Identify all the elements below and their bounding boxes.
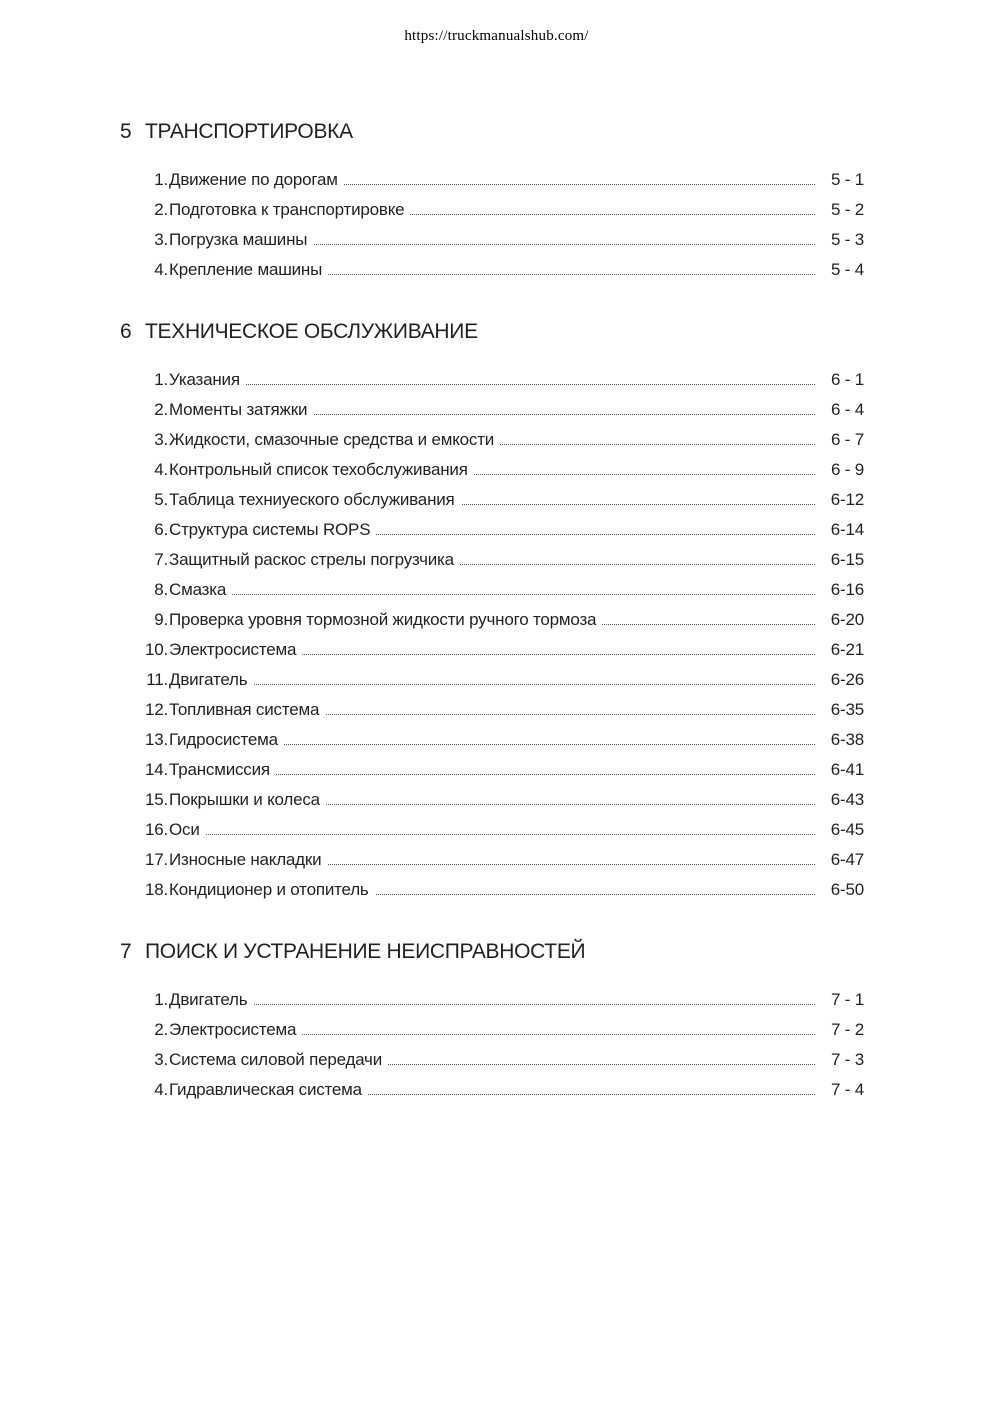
entry-page-number: 6-41 [830,760,864,779]
entry-page-number: 6-12 [830,490,864,509]
entry-page-number: 6-45 [830,820,864,839]
entry-page-number: 6 - 4 [830,400,864,419]
entry-page-number: 6-35 [830,700,864,719]
toc-entry[interactable] [120,1015,870,1045]
entry-number: 12. [144,700,168,719]
dot-leader [169,594,815,595]
entry-title: Оси [169,815,206,845]
entry-number: 4. [154,460,168,479]
entry-page-number: 6-15 [830,550,864,569]
section-number: 7 [120,940,132,963]
toc-entry[interactable] [120,545,870,575]
toc-section-5 [120,117,870,279]
toc-entry[interactable] [120,985,870,1015]
entry-page-number: 5 - 4 [830,260,864,279]
entry-title: Двигатель [169,665,253,695]
section-number: 6 [120,320,132,343]
entry-title: Трансмиссия [169,755,276,785]
toc-entry[interactable] [120,875,870,905]
entry-page-number: 6-47 [830,850,864,869]
entry-title: Жидкости, смазочные средства и емкости [169,425,500,455]
entry-page-number: 5 - 3 [830,230,864,249]
section-title: ПОИСК И УСТРАНЕНИЕ НЕИСПРАВНОСТЕЙ [145,940,586,963]
entry-number: 4. [154,260,168,279]
section-heading [120,117,870,147]
entry-page-number: 6-20 [830,610,864,629]
toc-entry[interactable] [120,1045,870,1075]
toc-entry[interactable] [120,635,870,665]
entry-number: 14. [144,760,168,779]
entry-number: 13. [144,730,168,749]
entry-page-number: 6-26 [830,670,864,689]
entry-number: 2. [154,200,168,219]
entry-page-number: 7 - 1 [830,990,864,1009]
entry-page-number: 6 - 9 [830,460,864,479]
entry-number: 6. [154,520,168,539]
entry-number: 3. [154,430,168,449]
toc-entry[interactable] [120,455,870,485]
entry-title: Контрольный список техобслуживания [169,455,474,485]
dot-leader [169,384,815,385]
entry-page-number: 6-50 [830,880,864,899]
entry-title: Топливная система [169,695,325,725]
entry-number: 1. [154,370,168,389]
entry-page-number: 6-38 [830,730,864,749]
toc-section-7 [120,937,870,1099]
entry-number: 18. [144,880,168,899]
entry-title: Движение по дорогам [169,165,344,195]
toc-entry[interactable] [120,605,870,635]
entry-title: Гидравлическая система [169,1075,368,1105]
entry-number: 3. [154,1050,168,1069]
section-title: ТРАНСПОРТИРОВКА [145,120,353,143]
toc-entry[interactable] [120,1075,870,1105]
entry-number: 16. [144,820,168,839]
entry-number: 5. [154,490,168,509]
entry-number: 7. [154,550,168,569]
toc-entry[interactable] [120,755,870,785]
entry-number: 4. [154,1080,168,1099]
toc-entry[interactable] [120,695,870,725]
toc-entry[interactable] [120,425,870,455]
entry-title: Структура системы ROPS [169,515,376,545]
toc-entry[interactable] [120,785,870,815]
entry-title: Подготовка к транспортировке [169,195,410,225]
toc-entry[interactable] [120,365,870,395]
entry-page-number: 7 - 2 [830,1020,864,1039]
dot-leader [169,684,815,685]
section-heading [120,937,870,967]
entry-page-number: 6-43 [830,790,864,809]
entry-title: Смазка [169,575,232,605]
toc-entry[interactable] [120,395,870,425]
entry-number: 2. [154,1020,168,1039]
entry-number: 1. [154,170,168,189]
entry-page-number: 6-21 [830,640,864,659]
entry-title: Электросистема [169,1015,302,1045]
entry-title: Система силовой передачи [169,1045,388,1075]
entry-number: 9. [154,610,168,629]
toc-entry[interactable] [120,845,870,875]
entry-number: 3. [154,230,168,249]
toc-section-6 [120,317,870,899]
entry-title: Гидросистема [169,725,284,755]
entry-page-number: 7 - 3 [830,1050,864,1069]
entry-page-number: 7 - 4 [830,1080,864,1099]
toc-entry[interactable] [120,725,870,755]
toc-entry[interactable] [120,815,870,845]
entry-page-number: 5 - 1 [830,170,864,189]
entry-page-number: 5 - 2 [830,200,864,219]
section-title: ТЕХНИЧЕСКОЕ ОБСЛУЖИВАНИЕ [145,320,478,343]
toc-entry[interactable] [120,225,870,255]
toc-entry[interactable] [120,165,870,195]
entry-number: 11. [146,670,168,689]
entry-title: Указания [169,365,246,395]
entry-number: 8. [154,580,168,599]
toc-entry[interactable] [120,195,870,225]
dot-leader [169,1004,815,1005]
entry-number: 17. [144,850,168,869]
entry-title: Электросистема [169,635,302,665]
section-heading [120,317,870,347]
toc-entry[interactable] [120,575,870,605]
entry-page-number: 6 - 1 [830,370,864,389]
entry-title: Крепление машины [169,255,328,285]
toc-entry[interactable] [120,665,870,695]
section-number: 5 [120,120,132,143]
entry-title: Таблица техниуеского обслуживания [169,485,461,515]
entry-number: 2. [154,400,168,419]
toc-entry[interactable] [120,515,870,545]
entry-title: Двигатель [169,985,253,1015]
entry-title: Износные накладки [169,845,327,875]
entry-title: Покрышки и колеса [169,785,326,815]
entry-page-number: 6-16 [830,580,864,599]
entry-page-number: 6 - 7 [830,430,864,449]
header-url[interactable]: https://truckmanualshub.com/ [404,28,589,44]
toc-entry[interactable] [120,255,870,285]
entry-title: Проверка уровня тормозной жидкости ручного тормоза [169,605,602,635]
entry-title: Кондиционер и отопитель [169,875,375,905]
entry-title: Погрузка машины [169,225,313,255]
entry-number: 1. [154,990,168,1009]
entry-page-number: 6-14 [830,520,864,539]
entry-number: 15. [144,790,168,809]
entry-title: Моменты затяжки [169,395,313,425]
toc-entry[interactable] [120,485,870,515]
dot-leader [169,834,815,835]
entry-number: 10. [144,640,168,659]
entry-title: Защитный раскос стрелы погрузчика [169,545,460,575]
